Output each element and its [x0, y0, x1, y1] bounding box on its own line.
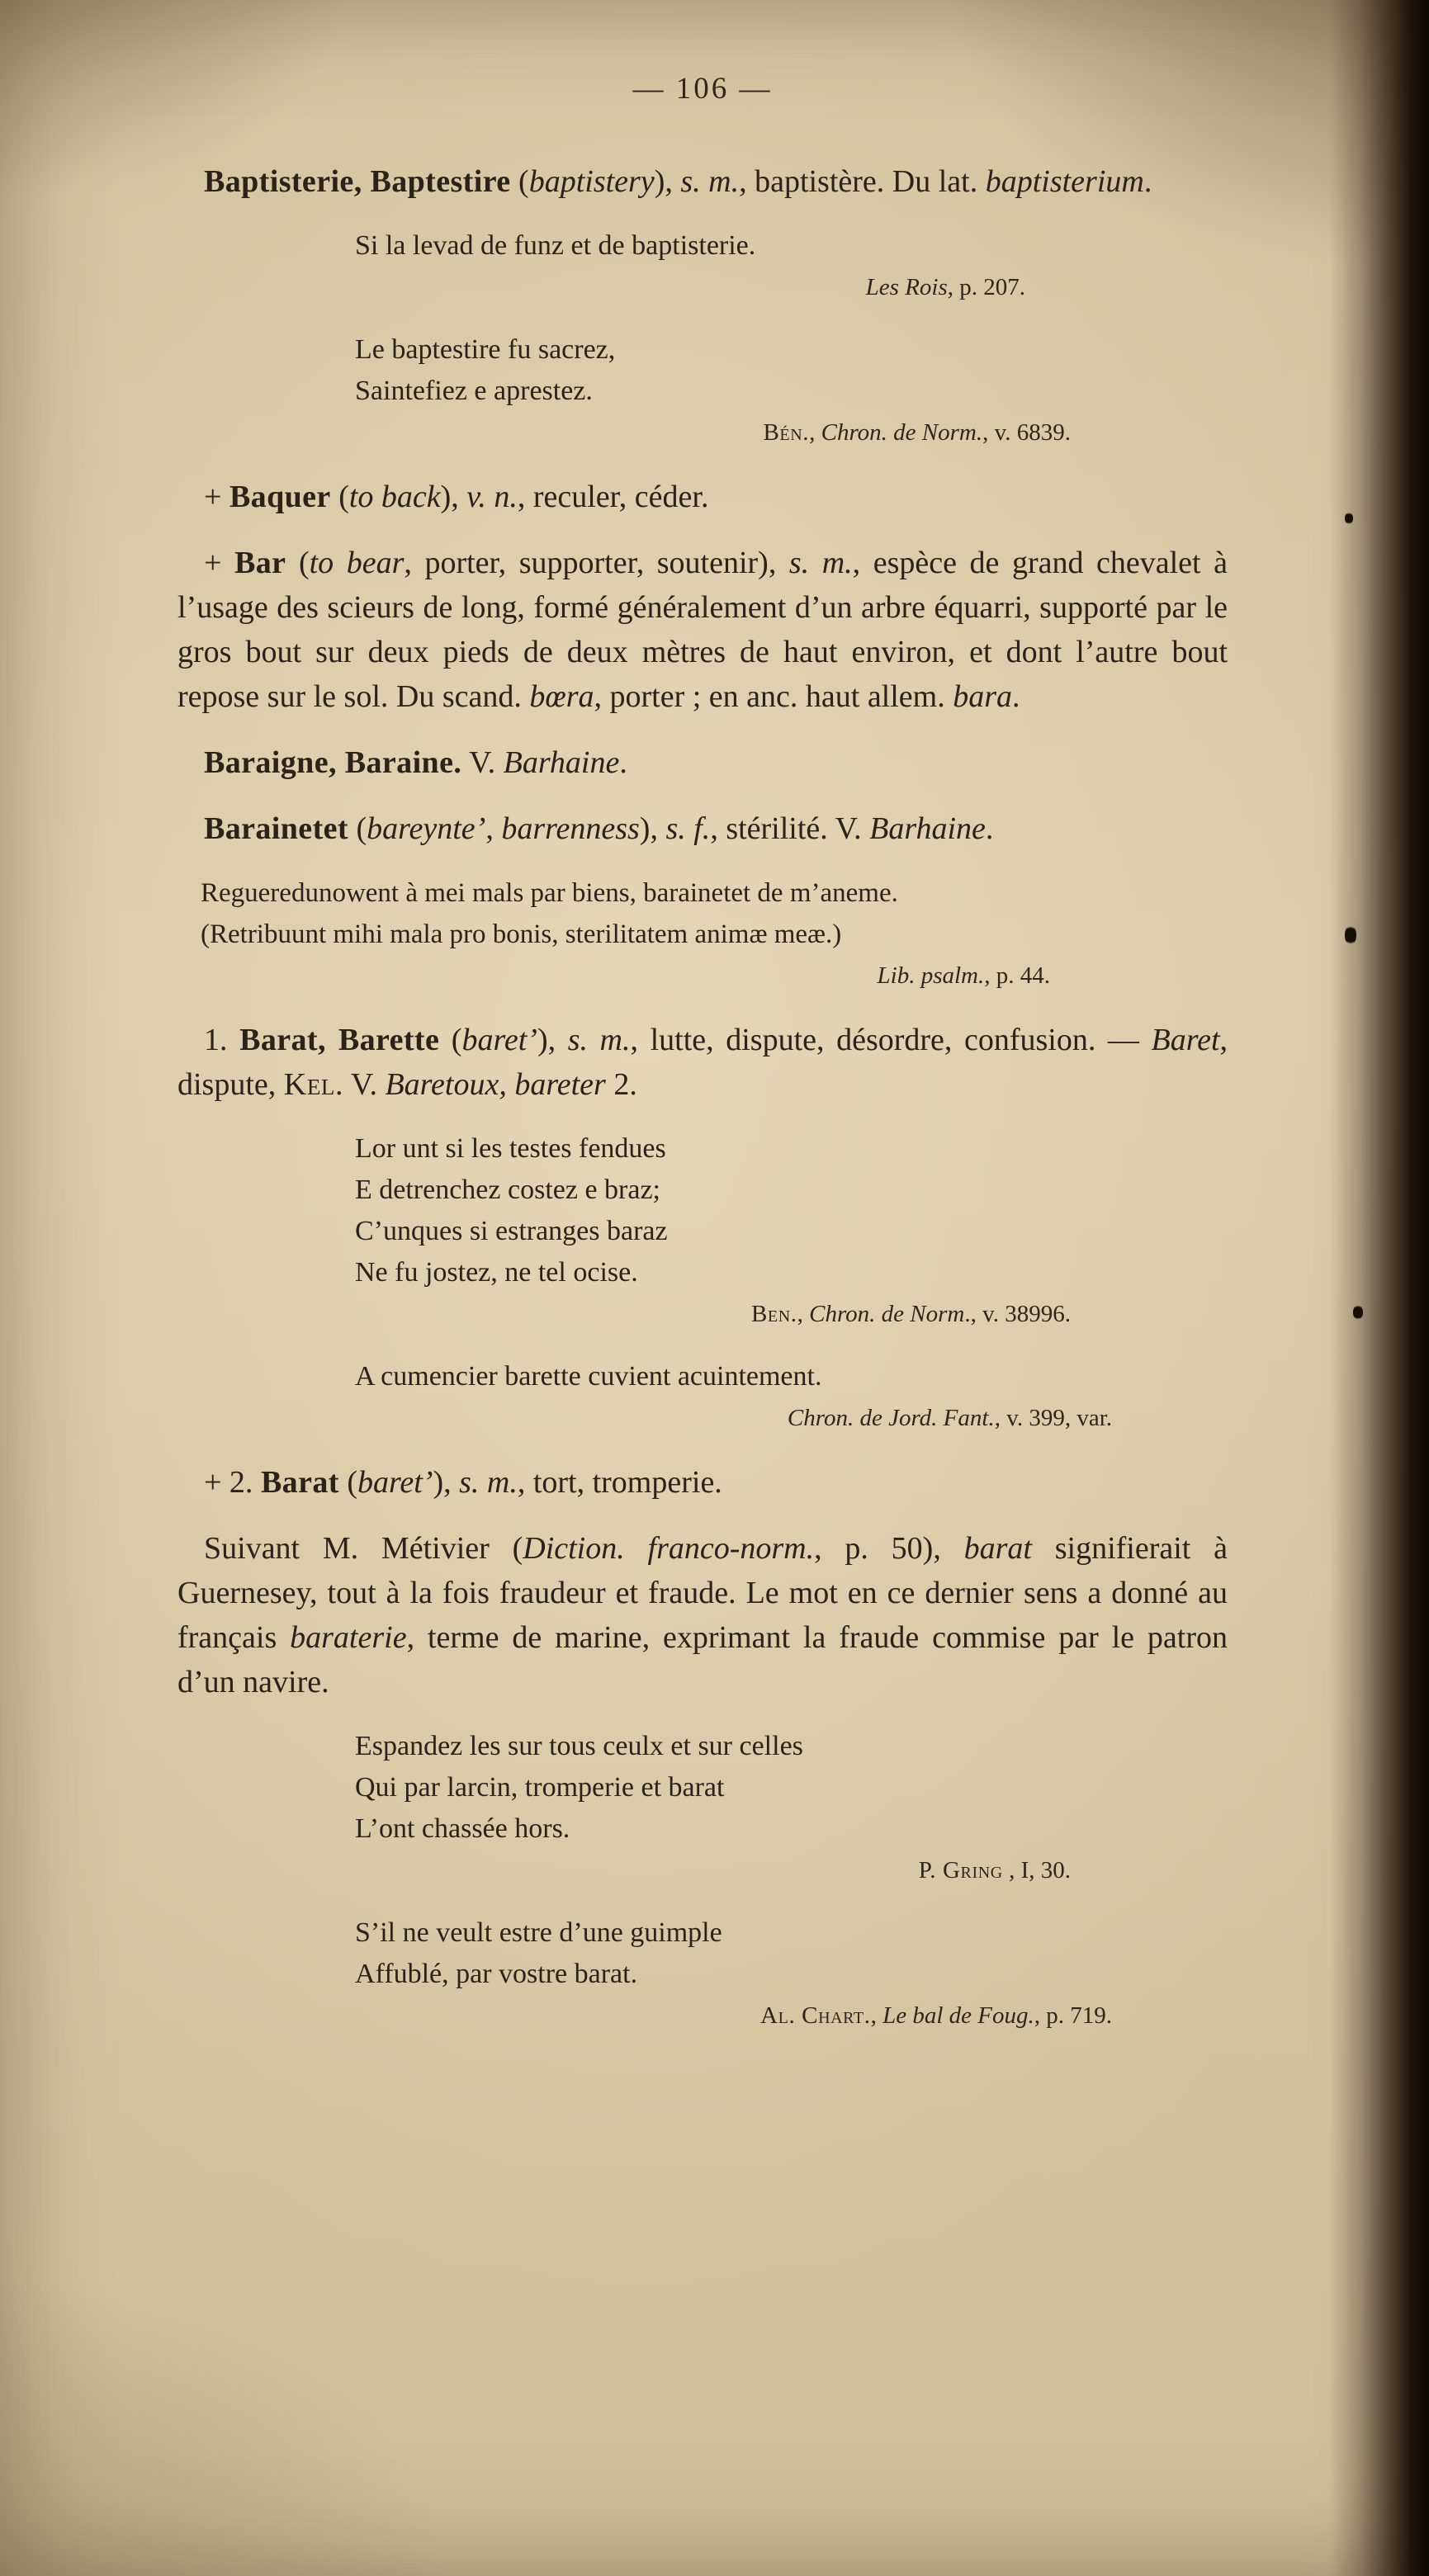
entry-barat-1: 1. Barat, Barette (baret’), s. m., lutte, dispute, désordre, confusion. — Baret, dispute, Kel. V. Baretoux, bareter 2. — [177, 1023, 1228, 1102]
entry-baptisterie: Baptisterie, Baptestire (baptistery), s. m., baptistère. Du lat. baptisterium. — [204, 164, 1152, 199]
quote-line: (Retribuunt mihi mala pro bonis, sterilitatem animæ meæ.) — [201, 919, 842, 949]
quote-line: L’ont chassée hors. — [355, 1813, 570, 1844]
quote-les-rois — [355, 225, 1228, 305]
quote-gring — [355, 1726, 1228, 1888]
entry-barat-2: + 2. Barat (baret’), s. m., tort, tromperie. — [204, 1465, 722, 1500]
quote-chron-norm-38996 — [355, 1128, 1228, 1331]
page-edge — [1409, 0, 1429, 2576]
quote-al-chart — [355, 1912, 1228, 2033]
page-number: — 106 — — [632, 72, 773, 106]
quote-line: Le baptestire fu sacrez, — [355, 334, 616, 365]
quote-attribution: Les Rois, p. 207. — [865, 274, 1025, 300]
entry-bar: + Bar (to bear, porter, supporter, soutenir), s. m., espèce de grand chevalet à l’usage des scieurs de long, formé généralement d’un arbre équarri, supporté par le gros bout sur deux pieds de deux mètres de haut environ, et dont l’autre bout repose sur le sol. Du scand. bœra, porter ; en anc. haut allem. bara. — [177, 546, 1228, 714]
quote-attribution: P. Gring , I, 30. — [918, 1857, 1071, 1884]
quote-line: Lor unt si les testes fendues — [355, 1133, 666, 1164]
quote-attribution: Ben., Chron. de Norm., v. 38996. — [750, 1301, 1071, 1327]
entry-barainetet: Barainetet (bareynte’, barrenness), s. f., stérilité. V. Barhaine. — [204, 811, 994, 846]
quote-attribution: Chron. de Jord. Fant., v. 399, var. — [787, 1405, 1112, 1431]
quote-line: Si la levad de funz et de baptisterie. — [355, 230, 756, 261]
quote-attribution: Bén., Chron. de Norm., v. 6839. — [763, 419, 1071, 446]
quote-attribution: Lib. psalm., p. 44. — [877, 962, 1050, 989]
quote-line: E detrenchez costez e braz; — [355, 1175, 660, 1205]
quote-jord-fant — [355, 1356, 1228, 1435]
scan-speck — [1345, 924, 1356, 946]
quote-attribution: Al. Chart., Le bal de Foug., p. 719. — [760, 2002, 1112, 2029]
page-content — [177, 71, 1228, 2058]
quote-line: Qui par larcin, tromperie et barat — [355, 1772, 725, 1803]
quote-line: Regueredunowent à mei mals par biens, barainetet de m’aneme. — [201, 878, 898, 908]
quote-line: Saintefiez e aprestez. — [355, 376, 593, 406]
paragraph-metivier: Suivant M. Métivier (Diction. franco-norm., p. 50), barat signifierait à Guernesey, tout à la fois fraudeur et fraude. Le mot en ce dernier sens a donné au français baraterie, terme de marine, exprimant la fraude commise par le patron d’un navire. — [177, 1531, 1228, 1699]
quote-line: C’unques si estranges baraz — [355, 1216, 668, 1246]
quote-line: Affublé, par vostre barat. — [355, 1959, 638, 1989]
quote-line: A cumencier barette cuvient acuintement. — [355, 1361, 822, 1392]
entry-baquer: + Baquer (to back), v. n., reculer, céder. — [204, 480, 709, 514]
quote-lib-psalm — [201, 872, 1228, 993]
quote-line: S’il ne veult estre d’une guimple — [355, 1917, 722, 1948]
quote-line: Espandez les sur tous ceulx et sur celles — [355, 1731, 803, 1761]
scan-speck — [1345, 512, 1353, 525]
quote-chron-norm-6839 — [355, 329, 1228, 450]
quote-line: Ne fu jostez, ne tel ocise. — [355, 1257, 638, 1288]
entry-baraigne: Baraigne, Baraine. V. Barhaine. — [204, 745, 627, 780]
scan-speck — [1353, 1304, 1363, 1321]
